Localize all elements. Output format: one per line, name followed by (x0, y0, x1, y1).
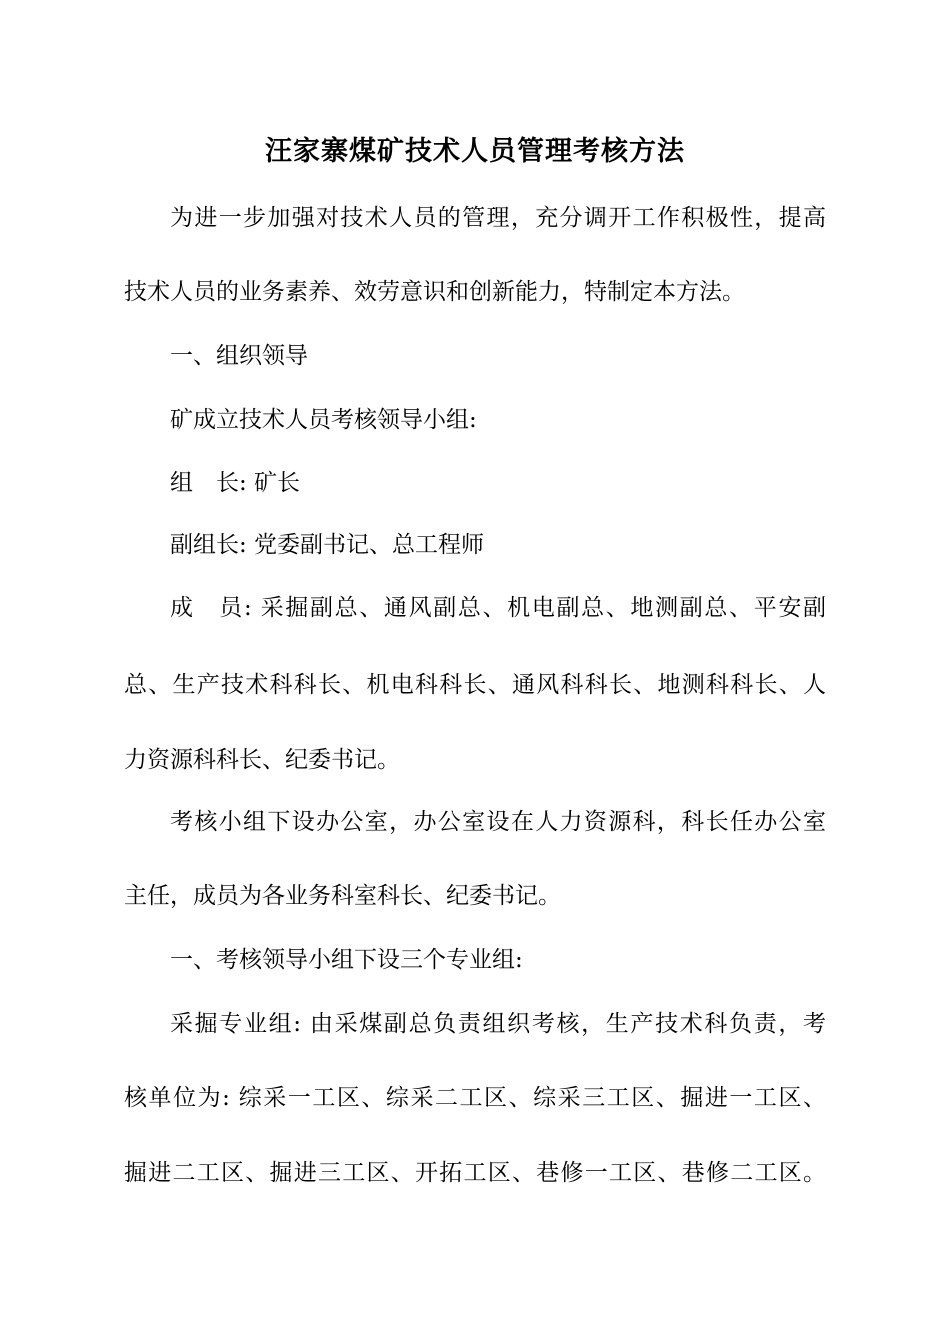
paragraph-line: 技术人员的业务素养、效劳意识和创新能力，特制定本方法。 (124, 279, 745, 305)
section-heading: 一、组织领导 (170, 343, 308, 369)
paragraph-line: 主任，成员为各业务科室科长、纪委书记。 (124, 883, 561, 909)
paragraph-line: 总、生产技术科科长、机电科科长、通风科科长、地测科科长、人 (124, 672, 826, 698)
paragraph-line: 矿成立技术人员考核领导小组: (170, 407, 477, 433)
document-title: 汪家寨煤矿技术人员管理考核方法 (265, 136, 685, 167)
paragraph-line: 组 长: 矿长 (170, 470, 301, 496)
paragraph-line: 副组长: 党委副书记、总工程师 (170, 532, 485, 558)
paragraph-line: 为进一步加强对技术人员的管理，充分调开工作积极性，提高 (170, 205, 826, 231)
paragraph-line: 掘进二工区、掘进三工区、开拓工区、巷修一工区、巷修二工区。 (124, 1160, 826, 1186)
paragraph-line: 采掘专业组: 由采煤副总负责组织考核，生产技术科负责，考 (170, 1011, 826, 1037)
section-heading: 一、考核领导小组下设三个专业组: (170, 947, 523, 973)
paragraph-line: 考核小组下设办公室，办公室设在人力资源科，科长任办公室 (170, 809, 826, 835)
paragraph-line: 力资源科科长、纪委书记。 (124, 747, 400, 773)
paragraph-line: 核单位为: 综采一工区、综采二工区、综采三工区、掘进一工区、 (124, 1085, 826, 1111)
paragraph-line: 成 员: 采掘副总、通风副总、机电副总、地测副总、平安副 (170, 595, 826, 621)
